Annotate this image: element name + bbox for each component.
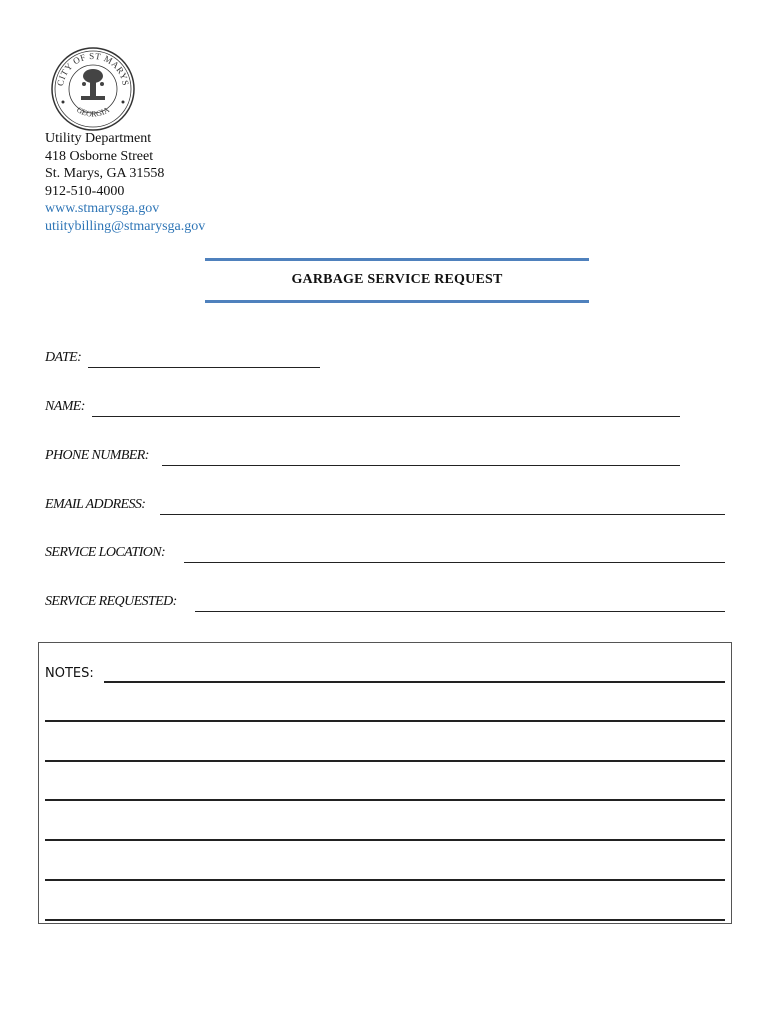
service-location-field[interactable] bbox=[45, 545, 725, 563]
notes-line[interactable] bbox=[45, 760, 725, 762]
notes-label: NOTES: bbox=[45, 666, 94, 681]
service-requested-label: SERVICE REQUESTED: bbox=[45, 594, 177, 609]
website-link[interactable]: www.stmarysga.gov bbox=[45, 201, 160, 217]
service-requested-line[interactable] bbox=[195, 611, 725, 612]
email-link[interactable]: utiitybilling@stmarysga.gov bbox=[45, 218, 206, 234]
svg-text:GEORGIA: GEORGIA bbox=[75, 105, 111, 119]
phone-number: 912-510-4000 bbox=[45, 183, 125, 199]
notes-line[interactable] bbox=[45, 919, 725, 921]
name-label: NAME: bbox=[45, 399, 85, 414]
name-field[interactable] bbox=[45, 399, 680, 417]
notes-line[interactable] bbox=[45, 720, 725, 722]
title-rule-top bbox=[205, 258, 589, 261]
phone-label: PHONE NUMBER: bbox=[45, 448, 149, 463]
address-block bbox=[45, 130, 205, 236]
notes-line[interactable] bbox=[45, 879, 725, 881]
email-label: EMAIL ADDRESS: bbox=[45, 497, 146, 512]
department-name: Utility Department bbox=[45, 131, 152, 146]
email-line[interactable] bbox=[160, 514, 725, 515]
notes-box bbox=[38, 642, 732, 924]
email-field[interactable] bbox=[45, 497, 725, 515]
notes-line[interactable] bbox=[45, 799, 725, 801]
date-field[interactable] bbox=[45, 350, 320, 368]
phone-field[interactable] bbox=[45, 448, 680, 466]
form-title: GARBAGE SERVICE REQUEST bbox=[291, 272, 503, 287]
date-line[interactable] bbox=[88, 367, 320, 368]
service-location-label: SERVICE LOCATION: bbox=[45, 545, 166, 560]
street-address: 418 Osborne Street bbox=[45, 148, 154, 164]
title-rule-bottom bbox=[205, 300, 589, 303]
name-line[interactable] bbox=[92, 416, 680, 417]
city-state-zip: St. Marys, GA 31558 bbox=[45, 166, 165, 182]
phone-line[interactable] bbox=[162, 465, 680, 466]
notes-line[interactable] bbox=[104, 681, 725, 683]
notes-line[interactable] bbox=[45, 839, 725, 841]
city-seal-logo bbox=[50, 46, 136, 132]
svg-text:CITY OF ST MARYS: CITY OF ST MARYS bbox=[55, 50, 131, 87]
service-requested-field[interactable] bbox=[45, 594, 725, 612]
date-label: DATE: bbox=[45, 350, 82, 365]
service-location-line[interactable] bbox=[184, 562, 725, 563]
